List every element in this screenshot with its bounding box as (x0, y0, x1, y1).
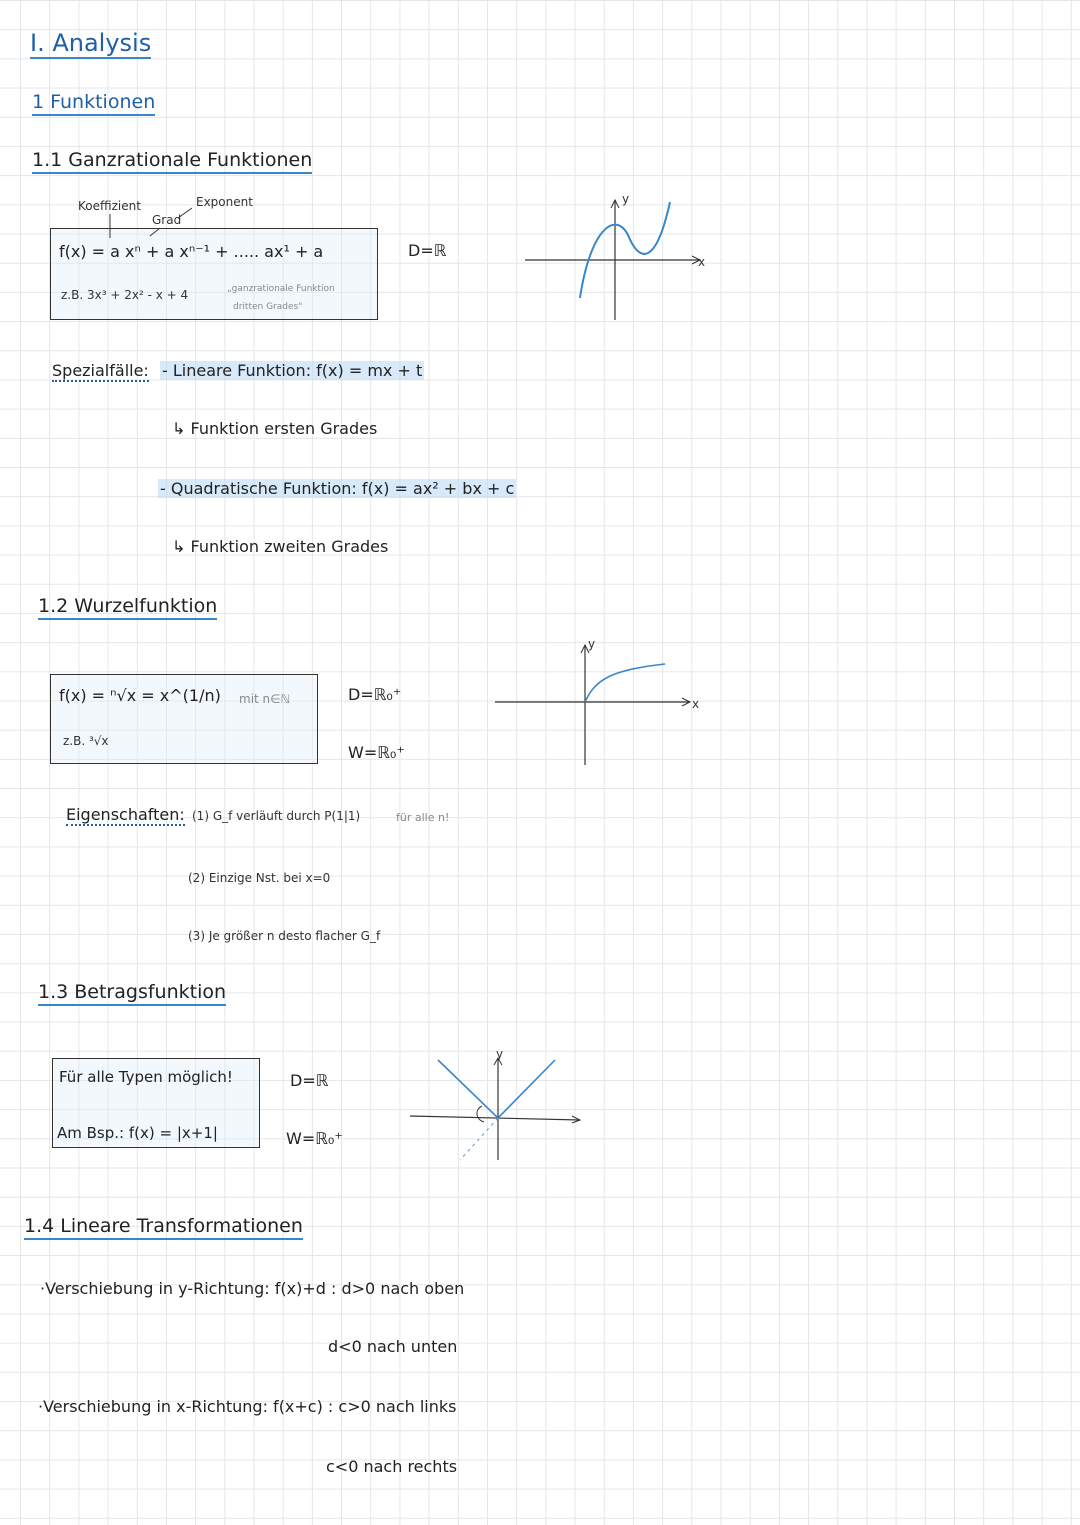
formula-box-wurzel (50, 674, 318, 764)
special-quadratic-sub: ↳ Funktion zweiten Grades (172, 537, 389, 556)
condition-wurzel: mit n∈ℕ (239, 692, 291, 706)
betrag-box-line-1: Für alle Typen möglich! (59, 1068, 233, 1086)
domain-ganzrational: D=ℝ (408, 241, 447, 260)
special-quadratic-text: - Quadratische Funktion: f(x) = ax² + bx + c (160, 479, 515, 498)
properties-label: Eigenschaften: (66, 805, 185, 824)
example-wurzel: z.B. ³√x (63, 734, 109, 748)
formula-wurzel: f(x) = ⁿ√x = x^(1/n) (59, 686, 221, 705)
graph-abs (400, 1047, 600, 1170)
example-note-2: dritten Grades" (233, 302, 303, 312)
label-grad: Grad (152, 213, 182, 227)
property-2: (2) Einzige Nst. bei x=0 (188, 871, 331, 885)
y-shift-rule-negative: d<0 nach unten (328, 1337, 458, 1356)
example-ganzrational: z.B. 3x³ + 2x² - x + 4 (61, 288, 189, 302)
property-3: (3) Je größer n desto flacher G_f (188, 929, 381, 943)
graph-root (490, 637, 720, 780)
y-shift-rule: ·Verschiebung in y-Richtung: f(x)+d : d>0 nach oben (40, 1279, 465, 1298)
section-heading-funktionen: 1 Funktionen (32, 92, 155, 116)
axis-label-x-root: x (692, 697, 700, 711)
x-shift-rule: ·Verschiebung in x-Richtung: f(x+c) : c>0 nach links (38, 1397, 457, 1416)
property-1-note: für alle n! (396, 811, 450, 824)
axis-label-y-abs: y (496, 1047, 504, 1061)
range-betrag: W=ℝ₀⁺ (286, 1129, 343, 1148)
domain-wurzel: D=ℝ₀⁺ (348, 685, 402, 704)
formula-ganzrational: f(x) = a xⁿ + a xⁿ⁻¹ + ..... ax¹ + a (59, 242, 324, 261)
label-exponent: Exponent (196, 195, 253, 209)
heading-wurzelfunktion: 1.2 Wurzelfunktion (38, 596, 217, 620)
domain-betrag: D=ℝ (290, 1071, 329, 1090)
graph-cubic (520, 190, 720, 330)
special-quadratic (158, 480, 516, 498)
axis-label-y-cubic: y (622, 192, 630, 206)
example-note-1: „ganzrationale Funktion (227, 284, 335, 294)
betrag-box-line-2: Am Bsp.: f(x) = |x+1| (57, 1124, 218, 1142)
property-1: (1) G_f verläuft durch P(1|1) (192, 809, 361, 823)
heading-ganzrationale: 1.1 Ganzrationale Funktionen (32, 150, 312, 174)
label-koeffizient: Koeffizient (78, 199, 141, 213)
heading-lineare-transformationen: 1.4 Lineare Transformationen (24, 1216, 303, 1240)
axis-label-y-root: y (588, 637, 596, 651)
page-title: I. Analysis (30, 30, 151, 59)
special-cases-label: Spezialfälle: (52, 361, 149, 380)
special-linear-text: - Lineare Funktion: f(x) = mx + t (162, 361, 423, 380)
x-shift-rule-negative: c<0 nach rechts (326, 1457, 458, 1476)
axis-label-x-cubic: x (698, 255, 706, 269)
formula-box-betrag (52, 1058, 260, 1148)
range-wurzel: W=ℝ₀⁺ (348, 743, 405, 762)
special-linear (160, 362, 424, 380)
heading-betragsfunktion: 1.3 Betragsfunktion (38, 982, 226, 1006)
special-linear-sub: ↳ Funktion ersten Grades (172, 419, 378, 438)
